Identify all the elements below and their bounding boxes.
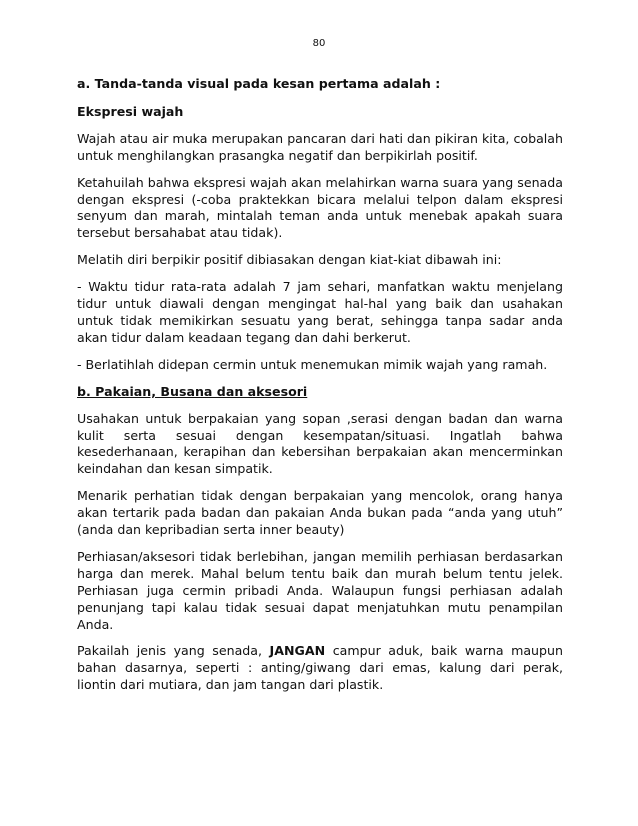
page-content [77, 76, 563, 704]
subheading-facial-expression: Ekspresi wajah [77, 103, 184, 119]
paragraph-matching-end: campur aduk, baik warna maupun bahan dasarnya, seperti : anting/giwang dari emas, kalung dari perak, liontin dari mutiara, dan jam tangan dari plastik. [77, 643, 563, 693]
paragraph-tips-intro: Melatih diri berpikir positif dibiasakan dengan kiat-kiat dibawah ini: [77, 252, 502, 268]
paragraph-attention: Menarik perhatian tidak dengan berpakaian yang mencolok, orang hanya akan tertarik pada badan dan pakaian Anda bukan pada “anda yang utuh” (anda dan kepribadian serta inner beauty) [77, 488, 563, 538]
heading-visual-signs: a. Tanda-tanda visual pada kesan pertama adalah : [77, 76, 441, 91]
paragraph-tip-sleep: - Waktu tidur rata-rata adalah 7 jam sehari, manfatkan waktu menjelang tidur untuk diawali dengan mengingat hal-hal yang baik dan usahakan untuk tidak memikirkan sesuatu yang berat, sehingga tanpa sadar anda akan tidur dalam keadaan tegang dan dahi berkerut. [77, 279, 563, 345]
paragraph-jewelry: Perhiasan/aksesori tidak berlebihan, jangan memilih perhiasan berdasarkan harga dan merek. Mahal belum tentu baik dan murah belum tentu jelek. Perhiasan juga cermin pribadi Anda. Walaupun fungsi perhiasan adalah penunjang tapi kalau tidak sesuai dapat menjatuhkan mutu penampilan Anda. [77, 548, 563, 632]
paragraph-matching [77, 643, 563, 694]
heading-clothing: b. Pakaian, Busana dan aksesori [77, 383, 308, 399]
paragraph-clothing: Usahakan untuk berpakaian yang sopan ,serasi dengan badan dan warna kulit serta sesuai dengan kesempatan/situasi. Ingatlah bahwa kesederhanaan, kerapihan dan kebersihan berpakaian akan mencerminkan keindahan dan kesan simpatik. [77, 410, 563, 477]
paragraph-face: Wajah atau air muka merupakan pancaran dari hati dan pikiran kita, cobalah untuk menghilangkan prasangka negatif dan berpikirlah positif. [77, 130, 563, 163]
emphasis-jangan: JANGAN [269, 643, 326, 659]
paragraph-tip-mirror: - Berlatihlah didepan cermin untuk menemukan mimik wajah yang ramah. [77, 356, 548, 372]
paragraph-voice: Ketahuilah bahwa ekspresi wajah akan melahirkan warna suara yang senada dengan ekspresi (-coba praktekkan bicara melalui telpon dalam ekspresi senyum dan marah, mintalah teman anda untuk menebak apakah suara tersebut bersahabat atau tidak). [77, 174, 563, 241]
paragraph-matching-start: Pakailah jenis yang senada, [77, 643, 270, 659]
page-number: 80 [312, 38, 326, 49]
